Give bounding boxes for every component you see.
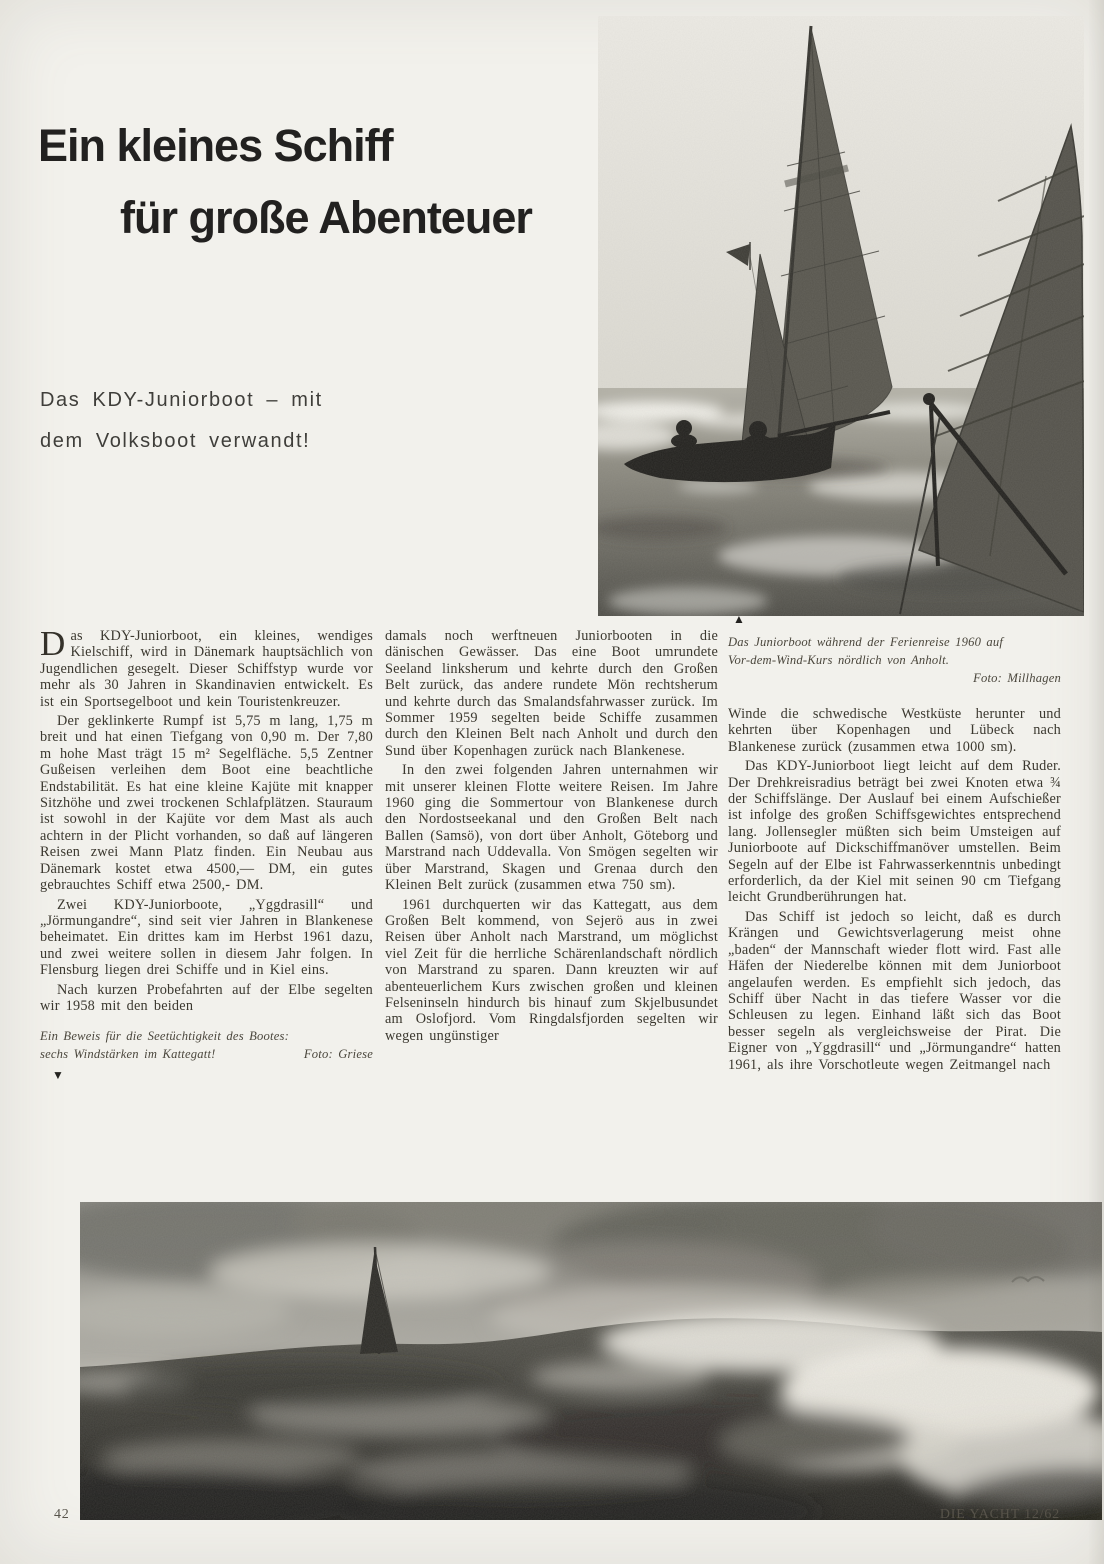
article-title [38, 121, 532, 243]
body-column-2 [385, 628, 718, 1047]
top-photo-caption [728, 633, 1061, 687]
bottom-photo-caption [40, 1027, 373, 1063]
caption-line: Ein Beweis für die Seetüchtigkeit des Bootes: [40, 1029, 290, 1044]
stormy-sea-photo-art [80, 1202, 1102, 1520]
page-number: 42 [54, 1507, 70, 1522]
paragraph: damals noch werftneuen Juniorbooten in die dänischen Gewässer. Das eine Boot umrundete Seeland linksherum und kehrte durch den Großen Belt zurück, das andere rundete Mön rechtsherum und kehrte durch das Smalandsfahrwasser zurück. Im Sommer 1959 segelten beide Schiffe zusammen durch den Kleinen Belt nach Anholt und durch den Sund über Kopenhagen zurück nach Blankenese. [385, 628, 718, 759]
magazine-issue: DIE YACHT 12/62 [939, 1507, 1060, 1522]
caption-marker-down-icon: ▼ [52, 1068, 65, 1083]
body-column-3 [728, 612, 1061, 1076]
paragraph: Das Schiff ist jedoch so leicht, daß es durch Krängen und Gewichtsverlagerung meist ohne „baden“ der Mannschaft wieder flott wird. Fast alle Häfen der Niederelbe können mit dem Juniorboot angelaufen werden. Es empfiehlt sich jedoch, das Schiff über Nacht in das tiefere Wasser vor die Schleusen zu legen. Einhand läßt sich das Boot besser segeln als vergleichsweise der Pirat. Die Eigner von „Yggdrasill“ und „Jörmungandre“ hatten 1961, als ihre Vorschotleute wegen Zeitmangel nach [728, 908, 1061, 1073]
drop-cap: D [40, 624, 66, 663]
subtitle-line-1: Das KDY-Juniorboot – mit [40, 389, 323, 411]
paragraph: Der geklinkerte Rumpf ist 5,75 m lang, 1,75 m breit und hat einen Tiefgang von 0,90 m. Der 7,80 m hohe Mast trägt 15 m² Segelfläche. 5,5 Zentner Gußeisen verleihen dem Boot eine beachtliche Endstabilität. Es hat eine kleine Kajüte mit knapper Sitzhöhe und zwei trockenen Schlafplätzen. Stauraum ist sowohl in der Kajüte vor dem Mast als auch achtern in der Plicht vorhanden, so daß auf längeren Reisen zwei Mann Platz finden. Ein Neubau aus Dänemark kostet etwa 4500,— DM, ein gutes gebrauchtes Schiff etwa 2500,- DM. [40, 713, 373, 894]
caption-line: Vor-dem-Wind-Kurs nördlich von Anholt. [728, 653, 950, 667]
subtitle-line-2: dem Volksboot verwandt! [40, 430, 311, 452]
paragraph: Das KDY-Juniorboot liegt leicht auf dem Ruder. Der Drehkreisradius beträgt bei zwei Knoten etwa ¾ der Schiffslänge. Der Auslauf bei einem Aufschießer ist infolge des großen Schiffsgewichtes entsprechend lang. Jollensegler müßten sich beim Umsteigen auf Juniorboote auf Dickschiffmanöver umstellen. Beim Segeln auf der Elbe ist Fahrwasserkenntnis unbedingt erforderlich, da der Kiel mit seinen 90 cm Tiefgang leicht Grundberührungen hat. [728, 758, 1061, 906]
paragraph: Winde die schwedische Westküste herunter und kehrten über Kopenhagen und Lübeck nach Blankenese zurück (zusammen etwa 1000 sm). [728, 706, 1061, 755]
paragraph: 1961 durchquerten wir das Kattegatt, aus dem Großen Belt kommend, von Sejerö aus in zwei Reisen über Anholt nach Marstrand, um möglichst viel Zeit für die herrliche Schärenlandschaft nördlich von Marstrand zu sparen. Dann kreuzten wir auf abenteuerlichem Kurs zwischen großen und kleinen Felseninseln hindurch bis hinauf zum Skjelbusundet am Oslofjord. Vom Ringdalsfjorden segelten wir wegen ungünstiger [385, 896, 718, 1044]
title-line-2: für große Abenteuer [120, 192, 532, 244]
paragraph: Das KDY-Juniorboot, ein kleines, wendiges Kielschiff, wird in Dänemark hauptsächlich von Jugendlichen gesegelt. Dieser Schiffstyp wurde vor mehr als 30 Jahren in Skandinavien entwickelt. Es ist ein Sportsegelboot und kein Touristenkreuzer. [40, 624, 373, 710]
caption-line: Das Juniorboot während der Ferienreise 1960 auf [728, 635, 1004, 649]
paragraph: Zwei KDY-Juniorboote, „Yggdrasill“ und „Jörmungandre“, sind seit vier Jahren in Blankenese beheimatet. Ein drittes kam im Herbst 1961 dazu, und zwei weitere sollen in diesem Jahr folgen. In Flensburg liegen drei Schiffe und in Kiel eins. [40, 896, 373, 979]
sailboat-photo-art [598, 16, 1084, 616]
photo-credit: Foto: Griese [303, 1047, 373, 1062]
caption-line: sechs Windstärken im Kattegatt! [40, 1047, 216, 1062]
paragraph: Nach kurzen Probefahrten auf der Elbe segelten wir 1958 mit den beiden [40, 981, 373, 1014]
paragraph: In den zwei folgenden Jahren unternahmen wir mit unserer kleinen Flotte weitere Reisen. Im Jahre 1960 ging die Sommertour von Blankenese durch den Nordostseekanal und den Großen Belt nach Ballen (Samsö), von dort über Anholt, Göteborg und Marstrand nach Uddevalla. Von Smögen segelten wir über Marstrand, Skagen und Grenaa durch den Kleinen Belt zurück (zusammen etwa 750 sm). [385, 762, 718, 894]
bottom-photo-stormy-sea [80, 1202, 1102, 1520]
caption-marker-up-icon: ▲ [733, 612, 746, 626]
article-subtitle [40, 380, 323, 462]
title-line-1: Ein kleines Schiff [38, 120, 393, 172]
body-column-1 [40, 624, 373, 1083]
photo-credit: Foto: Millhagen [973, 671, 1061, 685]
top-photo-sailboat [598, 16, 1084, 616]
